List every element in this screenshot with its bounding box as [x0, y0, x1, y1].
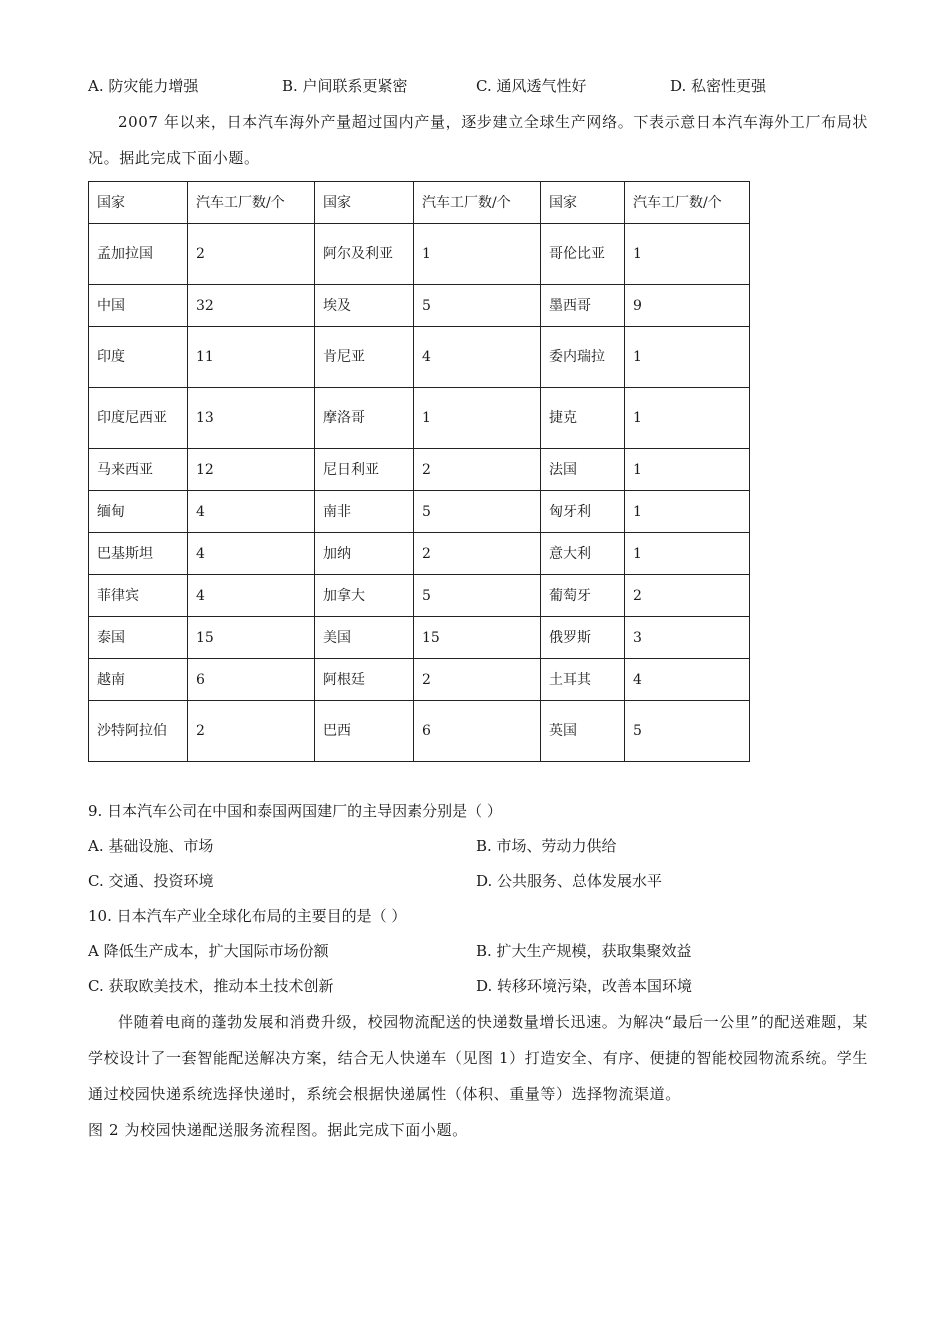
table-cell: 2 — [414, 659, 541, 701]
q10-option-a: A 降低生产成本，扩大国际市场份额 — [88, 942, 329, 960]
table-cell: 埃及 — [315, 285, 414, 327]
table-cell: 中国 — [89, 285, 188, 327]
table-row — [89, 659, 750, 701]
table-cell: 3 — [625, 617, 750, 659]
table-cell: 2 — [414, 533, 541, 575]
table-row — [89, 285, 750, 327]
table-cell: 孟加拉国 — [89, 224, 188, 285]
table-cell: 1 — [414, 224, 541, 285]
table-cell: 捷克 — [541, 388, 625, 449]
table-cell: 缅甸 — [89, 491, 188, 533]
table-header: 汽车工厂数/个 — [625, 182, 750, 224]
q9-option-b: B. 市场、劳动力供给 — [476, 837, 617, 855]
table-header: 汽车工厂数/个 — [188, 182, 315, 224]
table-cell: 马来西亚 — [89, 449, 188, 491]
table-row — [89, 224, 750, 285]
q9-option-d: D. 公共服务、总体发展水平 — [476, 872, 663, 890]
table-cell: 哥伦比亚 — [541, 224, 625, 285]
table-cell: 32 — [188, 285, 315, 327]
table-cell: 南非 — [315, 491, 414, 533]
table-row — [89, 388, 750, 449]
table-cell: 摩洛哥 — [315, 388, 414, 449]
table-row — [89, 701, 750, 762]
table-cell: 2 — [625, 575, 750, 617]
q9-stem: 9. 日本汽车公司在中国和泰国两国建厂的主导因素分别是（ ） — [88, 802, 502, 820]
table-cell: 2 — [414, 449, 541, 491]
table-cell: 4 — [188, 575, 315, 617]
table-cell: 13 — [188, 388, 315, 449]
table-cell: 4 — [188, 491, 315, 533]
table-cell: 沙特阿拉伯 — [89, 701, 188, 762]
table-cell: 委内瑞拉 — [541, 327, 625, 388]
table-cell: 12 — [188, 449, 315, 491]
q9-option-c: C. 交通、投资环境 — [88, 872, 214, 890]
q10-option-d: D. 转移环境污染，改善本国环境 — [476, 977, 693, 995]
table-cell: 英国 — [541, 701, 625, 762]
q8-option-d: D. 私密性更强 — [670, 77, 767, 95]
table-cell: 11 — [188, 327, 315, 388]
q9-option-a: A. 基础设施、市场 — [88, 837, 214, 855]
table-cell: 美国 — [315, 617, 414, 659]
table-row — [89, 491, 750, 533]
table-row — [89, 617, 750, 659]
table-cell: 肯尼亚 — [315, 327, 414, 388]
table-cell: 1 — [414, 388, 541, 449]
table-cell: 阿尔及利亚 — [315, 224, 414, 285]
table-cell: 1 — [625, 491, 750, 533]
table-cell: 6 — [188, 659, 315, 701]
table-cell: 越南 — [89, 659, 188, 701]
table-header: 国家 — [541, 182, 625, 224]
table-header: 国家 — [89, 182, 188, 224]
table-cell: 5 — [414, 285, 541, 327]
table-cell: 阿根廷 — [315, 659, 414, 701]
table-cell: 俄罗斯 — [541, 617, 625, 659]
table-cell: 1 — [625, 388, 750, 449]
closing-paragraph — [88, 1004, 868, 1148]
table-cell: 9 — [625, 285, 750, 327]
table-cell: 泰国 — [89, 617, 188, 659]
table-cell: 1 — [625, 533, 750, 575]
table-cell: 法国 — [541, 449, 625, 491]
table-cell: 菲律宾 — [89, 575, 188, 617]
table-cell: 5 — [414, 491, 541, 533]
q8-option-a: A. 防灾能力增强 — [88, 77, 199, 95]
q10-option-b: B. 扩大生产规模，获取集聚效益 — [476, 942, 692, 960]
table-row — [89, 575, 750, 617]
table-cell: 1 — [625, 327, 750, 388]
table-row — [89, 533, 750, 575]
table-cell: 葡萄牙 — [541, 575, 625, 617]
table-cell: 5 — [625, 701, 750, 762]
table-cell: 尼日利亚 — [315, 449, 414, 491]
table-cell: 2 — [188, 224, 315, 285]
table-cell: 墨西哥 — [541, 285, 625, 327]
table-cell: 2 — [188, 701, 315, 762]
table-cell: 巴西 — [315, 701, 414, 762]
table-cell: 5 — [414, 575, 541, 617]
table-cell: 4 — [625, 659, 750, 701]
table-cell: 印度尼西亚 — [89, 388, 188, 449]
q10-stem: 10. 日本汽车产业全球化布局的主要目的是（ ） — [88, 907, 407, 925]
closing-text-end: 图 2 为校园快递配送服务流程图。据此完成下面小题。 — [88, 1121, 468, 1139]
table-cell: 6 — [414, 701, 541, 762]
table-cell: 土耳其 — [541, 659, 625, 701]
q8-option-c: C. 通风透气性好 — [476, 77, 587, 95]
q10-option-c: C. 获取欧美技术，推动本土技术创新 — [88, 977, 334, 995]
q8-options — [88, 75, 868, 99]
table-header: 汽车工厂数/个 — [414, 182, 541, 224]
table-header-row — [89, 182, 750, 224]
q8-option-b: B. 户间联系更紧密 — [282, 77, 408, 95]
closing-text: 伴随着电商的蓬勃发展和消费升级，校园物流配送的快递数量增长迅速。为解决“最后一公里”的配送难题，某学校设计了一套智能配送解决方案，结合无人快递车（见图 1）打造安全、有序、便捷的智能校园物流系统。学生通过校园快递系统选择快递时，系统会根据快递属性（体积、重量等）选择物流渠道。 — [88, 1013, 868, 1103]
table-header: 国家 — [315, 182, 414, 224]
table-cell: 匈牙利 — [541, 491, 625, 533]
table-cell: 巴基斯坦 — [89, 533, 188, 575]
table-cell: 4 — [414, 327, 541, 388]
intro-text: 2007 年以来，日本汽车海外产量超过国内产量，逐步建立全球生产网络。下表示意日本汽车海外工厂布局状况。据此完成下面小题。 — [88, 113, 868, 167]
table-cell: 15 — [414, 617, 541, 659]
table-cell: 15 — [188, 617, 315, 659]
table-cell: 意大利 — [541, 533, 625, 575]
table-cell: 4 — [188, 533, 315, 575]
table-cell: 印度 — [89, 327, 188, 388]
table-cell: 加拿大 — [315, 575, 414, 617]
table-row — [89, 449, 750, 491]
table-cell: 1 — [625, 449, 750, 491]
factory-table — [88, 181, 750, 762]
intro-paragraph — [88, 104, 868, 176]
table-cell: 加纳 — [315, 533, 414, 575]
table-cell: 1 — [625, 224, 750, 285]
table-row — [89, 327, 750, 388]
